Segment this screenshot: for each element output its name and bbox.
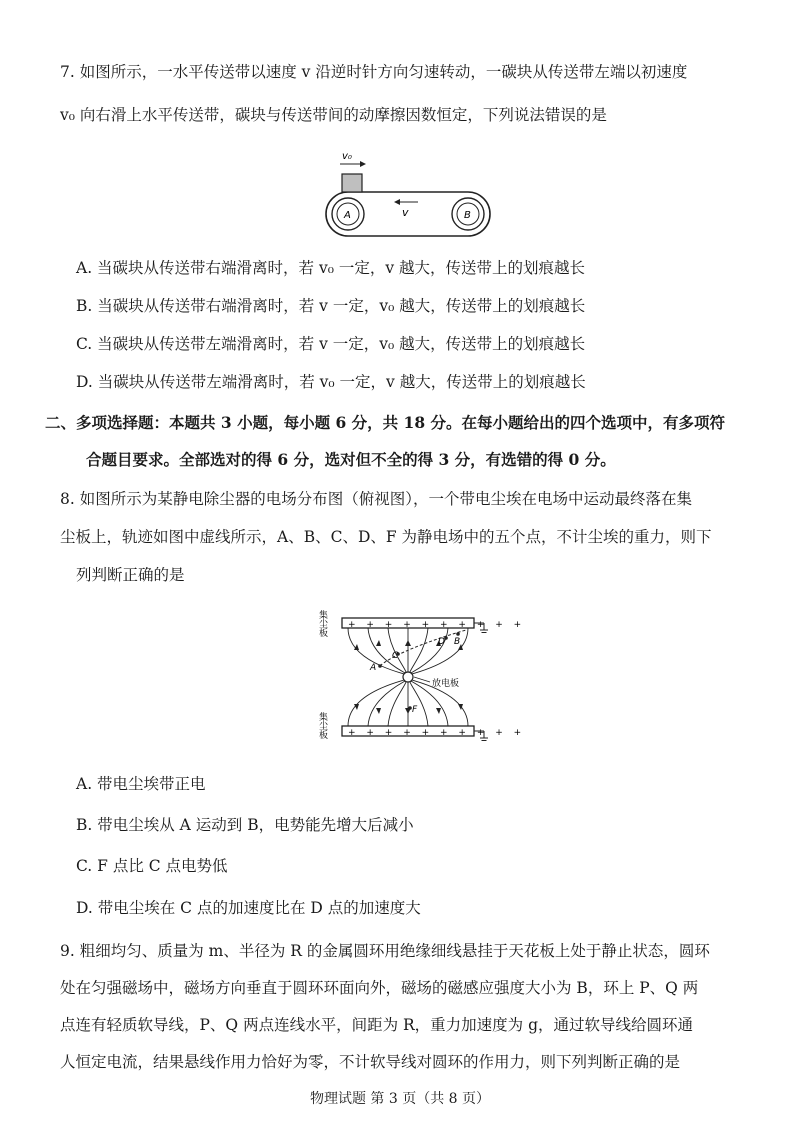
q8-stem-line1: 8. 如图所示为某静电除尘器的电场分布图（俯视图），一个带电尘埃在电场中运动最终落在集 bbox=[60, 490, 692, 508]
q7-option-c: C. 当碳块从传送带左端滑离时，若 v 一定，v₀ 越大，传送带上的划痕越长 bbox=[76, 335, 586, 353]
point-c-label: C bbox=[392, 651, 399, 661]
q8-field-figure bbox=[317, 600, 526, 750]
discharge-electrode bbox=[403, 672, 413, 682]
v-label: v bbox=[402, 206, 409, 219]
q8-stem-line3: 列判断正确的是 bbox=[76, 566, 185, 584]
v0-arrow bbox=[360, 161, 366, 167]
q9-stem-line2: 处在匀强磁场中，磁场方向垂直于圆环环面向外，磁场的磁感应强度大小为 B，环上 P、Q 两 bbox=[60, 979, 699, 997]
section2-heading-line2: 合题目要求。全部选对的得 6 分，选对但不全的得 3 分，有选错的得 0 分。 bbox=[86, 450, 616, 469]
q7-conveyor-figure bbox=[318, 150, 494, 238]
svg-text:+ + + + + + + + + +: + + + + + + + + + + bbox=[348, 620, 526, 630]
point-a-label: A bbox=[370, 663, 377, 673]
pulley-a-label: A bbox=[344, 210, 351, 221]
svg-text:+ + + + + + + + + +: + + + + + + + + + + bbox=[348, 728, 526, 738]
q9-stem-line3: 点连有轻质软导线，P、Q 两点连线水平，间距为 R，重力加速度为 g，通过软导线给圆环通 bbox=[60, 1016, 694, 1034]
q7-stem-line1: 7. 如图所示，一水平传送带以速度 v 沿逆时针方向匀速转动，一碳块从传送带左端以初速度 bbox=[60, 63, 688, 81]
point-d-label: D bbox=[438, 637, 445, 647]
q9-stem-line4: 人恒定电流，结果悬线作用力恰好为零，不计软导线对圆环的作用力，则下列判断正确的是 bbox=[60, 1053, 681, 1071]
pulley-b-label: B bbox=[464, 210, 471, 221]
q9-stem-line1: 9. 粗细均匀、质量为 m、半径为 R 的金属圆环用绝缘细线悬挂于天花板上处于静止状态，圆环 bbox=[60, 942, 710, 960]
v-arrow bbox=[394, 199, 400, 205]
page-footer: 物理试题 第 3 页（共 8 页） bbox=[309, 1091, 491, 1107]
carbon-block bbox=[342, 174, 362, 192]
v0-label: v₀ bbox=[342, 151, 352, 162]
plate-bottom-label: 集尘板 bbox=[317, 712, 327, 739]
q7-option-a: A. 当碳块从传送带右端滑离时，若 v₀ 一定，v 越大，传送带上的划痕越长 bbox=[76, 259, 586, 277]
q8-option-b: B. 带电尘埃从 A 运动到 B，电势能先增大后减小 bbox=[76, 816, 414, 834]
point-f-label: F bbox=[412, 705, 418, 715]
q8-stem-line2: 尘板上，轨迹如图中虚线所示，A、B、C、D、F 为静电场中的五个点，不计尘埃的重力，则下 bbox=[60, 528, 712, 546]
q7-stem-line2: v₀ 向右滑上水平传送带，碳块与传送带间的动摩擦因数恒定，下列说法错误的是 bbox=[60, 106, 607, 124]
q8-option-d: D. 带电尘埃在 C 点的加速度比在 D 点的加速度大 bbox=[76, 899, 421, 917]
q7-option-b: B. 当碳块从传送带右端滑离时，若 v 一定，v₀ 越大，传送带上的划痕越长 bbox=[76, 297, 586, 315]
section2-heading-line1: 二、多项选择题：本题共 3 小题，每小题 6 分，共 18 分。在每小题给出的四个选项中，有多项符 bbox=[45, 413, 726, 432]
plate-top-label: 集尘板 bbox=[317, 610, 327, 637]
q7-option-d: D. 当碳块从传送带左端滑离时，若 v₀ 一定，v 越大，传送带上的划痕越长 bbox=[76, 373, 586, 391]
discharge-label: 放电板 bbox=[432, 679, 460, 689]
q8-option-a: A. 带电尘埃带正电 bbox=[76, 775, 206, 793]
q8-option-c: C. F 点比 C 点电势低 bbox=[76, 857, 228, 875]
point-b-label: B bbox=[454, 637, 461, 647]
